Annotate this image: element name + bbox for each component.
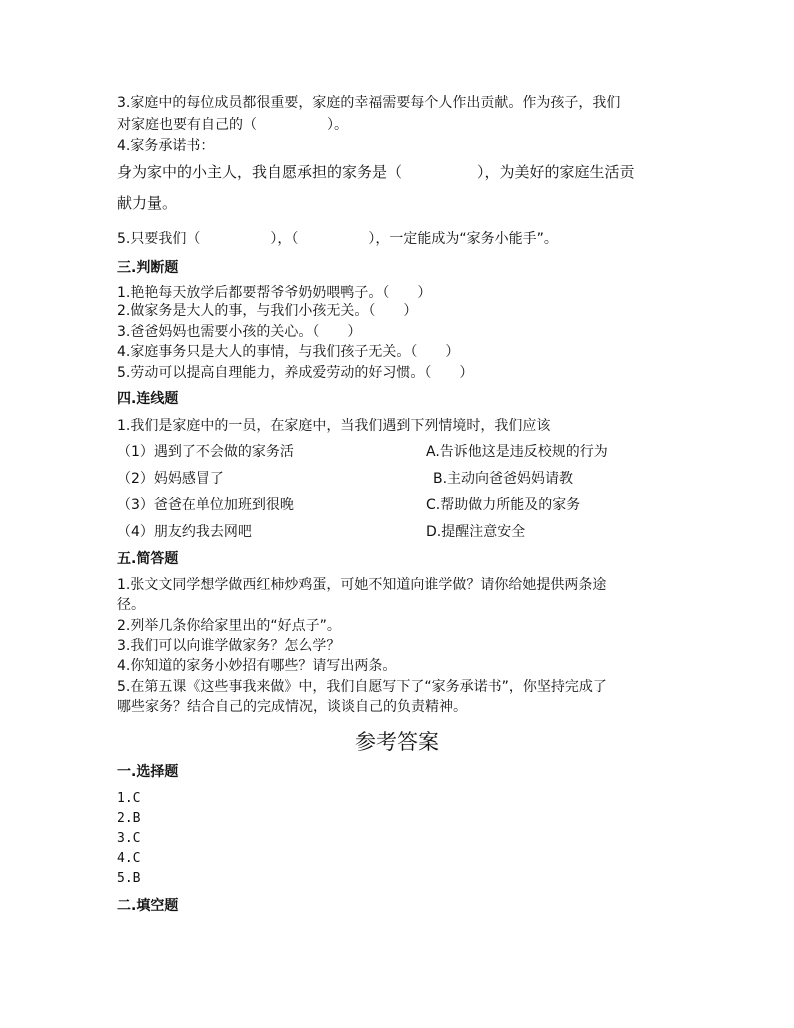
- match-right-item: C.帮助做力所能及的家务: [426, 497, 581, 513]
- short-q3: 3.我们可以向谁学做家务？怎么学？: [117, 638, 341, 654]
- answers-choice-heading: 一.选择题: [117, 764, 179, 780]
- match-prompt: 1.我们是家庭中的一员，在家庭中，当我们遇到下列情境时，我们应该: [117, 418, 551, 434]
- section-heading-short: 五.简答题: [117, 551, 179, 567]
- match-right-item: D.提醒注意安全: [426, 524, 526, 540]
- judge-item: 5.劳动可以提高自理能力，养成爱劳动的好习惯。（ ）: [117, 365, 474, 381]
- fill-q3-line1: 3.家庭中的每位成员都很重要，家庭的幸福需要每个人作出贡献。作为孩子，我们: [117, 95, 621, 111]
- answer-item: 4.C: [117, 851, 141, 866]
- fill-q4-line1: 身为家中的小主人，我自愿承担的家务是（ ），为美好的家庭生活贡: [117, 163, 635, 181]
- short-q1-line1: 1.张文文同学想学做西红柿炒鸡蛋，可她不知道向谁学做？请你给她提供两条途: [117, 577, 607, 593]
- short-q2: 2.列举几条你给家里出的“好点子”。: [117, 618, 341, 634]
- answer-item: 1.C: [117, 791, 141, 806]
- match-left-item: （4）朋友约我去网吧: [117, 524, 252, 540]
- judge-item: 4.家庭事务只是大人的事情，与我们孩子无关。（ ）: [117, 344, 460, 360]
- fill-q5: 5.只要我们（ ），（ ），一定能成为“家务小能手”。: [117, 231, 558, 247]
- short-q4: 4.你知道的家务小妙招有哪些？请写出两条。: [117, 658, 397, 674]
- section-heading-match: 四.连线题: [117, 391, 179, 407]
- judge-item: 1.艳艳每天放学后都要帮爷爷奶奶喂鸭子。（ ）: [117, 285, 432, 301]
- match-left-item: （3）爸爸在单位加班到很晚: [117, 497, 294, 513]
- fill-q4-title: 4.家务承诺书：: [117, 138, 215, 154]
- section-heading-judge: 三.判断题: [117, 260, 179, 276]
- match-left-item: （1）遇到了不会做的家务活: [117, 444, 294, 460]
- short-q1-line2: 径。: [117, 597, 145, 613]
- answer-item: 5.B: [117, 871, 141, 886]
- fill-q3-line2: 对家庭也要有自己的（ ）。: [117, 117, 348, 133]
- match-right-item: B.主动向爸爸妈妈请教: [433, 471, 574, 487]
- match-left-item: （2）妈妈感冒了: [117, 471, 224, 487]
- short-q5-line2: 哪些家务？结合自己的完成情况，谈谈自己的负责精神。: [117, 699, 467, 715]
- fill-q4-line2: 献力量。: [117, 194, 178, 212]
- answers-fill-heading: 二.填空题: [117, 898, 179, 914]
- answer-item: 2.B: [117, 811, 141, 826]
- judge-item: 2.做家务是大人的事，与我们小孩无关。（ ）: [117, 303, 418, 319]
- short-q5-line1: 5.在第五课《这些事我来做》中，我们自愿写下了“家务承诺书”，你坚持完成了: [117, 679, 607, 695]
- match-right-item: A.告诉他这是违反校规的行为: [426, 444, 608, 460]
- answers-title: 参考答案: [355, 730, 439, 754]
- answer-item: 3.C: [117, 831, 141, 846]
- judge-item: 3.爸爸妈妈也需要小孩的关心。（ ）: [117, 324, 362, 340]
